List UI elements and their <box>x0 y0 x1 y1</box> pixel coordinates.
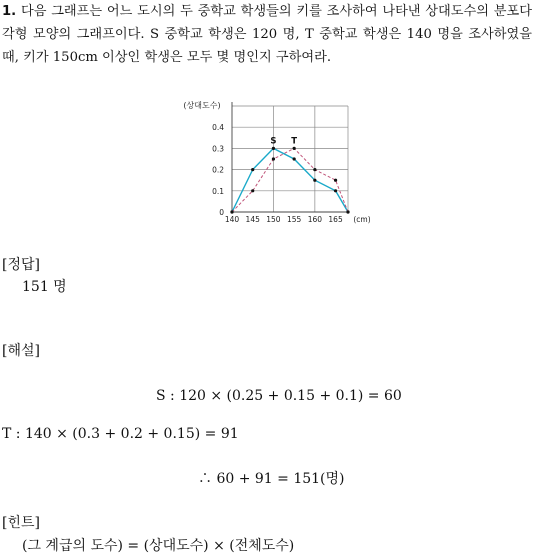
series-label-T: T <box>291 136 298 147</box>
data-point-T <box>230 210 233 213</box>
series-line-S <box>232 148 348 212</box>
y-tick-label: 0.4 <box>212 123 224 133</box>
x-tick-label: 145 <box>245 215 260 224</box>
data-point-T <box>313 168 316 171</box>
x-tick-label: 150 <box>266 215 281 224</box>
y-tick-label: 0.3 <box>212 144 224 154</box>
hint-label: [힌트] <box>2 515 40 531</box>
problem-text <box>2 0 532 69</box>
y-axis-label: (상대도수) <box>183 101 221 110</box>
data-point-S <box>272 147 275 150</box>
data-point-S <box>334 189 337 192</box>
data-point-T <box>251 189 254 192</box>
answer-label: [정답] <box>2 257 40 273</box>
data-point-T <box>272 157 275 160</box>
solution-total: ∴ 60 + 91 = 151(명) <box>198 471 345 487</box>
solution-equation-s: S : 120 × (0.25 + 0.15 + 0.1) = 60 <box>156 388 402 404</box>
y-tick-label: 0.1 <box>212 186 224 196</box>
hint-formula: (그 계급의 도수) = (상대도수) × (전체도수) <box>22 538 295 554</box>
y-tick-label: 0 <box>219 208 224 217</box>
series-label-S: S <box>270 136 277 147</box>
relative-frequency-chart <box>170 98 370 228</box>
data-point-T <box>346 210 349 213</box>
problem-body: 다음 그래프는 어느 도시의 두 중학교 학생들의 키를 조사하여 나타낸 상대도수의 분포다각형 모양의 그래프이다. S 중학교 학생은 120 명, T 중학교 학생은 140 명을 조사하였을 때, 키가 150cm 이상인 학생은 모두 몇 명인지 구하여라. <box>2 4 532 65</box>
x-tick-label: 165 <box>328 215 343 224</box>
data-point-S <box>313 179 316 182</box>
answer-value: 151 명 <box>22 279 67 295</box>
x-tick-label: 140 <box>224 215 240 224</box>
solution-equation-t: T : 140 × (0.3 + 0.2 + 0.15) = 91 <box>2 426 239 442</box>
problem-number: 1. <box>2 4 17 19</box>
data-point-S <box>251 168 254 171</box>
data-point-T <box>293 147 296 150</box>
series-line-T <box>232 148 348 212</box>
data-point-S <box>293 157 296 160</box>
solution-label: [해설] <box>2 343 40 359</box>
chart-svg <box>170 98 370 228</box>
x-tick-label: 155 <box>286 215 302 224</box>
x-tick-label: 160 <box>307 215 323 224</box>
y-tick-label: 0.2 <box>212 165 224 175</box>
data-point-T <box>334 179 337 182</box>
x-axis-label: (cm) <box>353 215 370 224</box>
